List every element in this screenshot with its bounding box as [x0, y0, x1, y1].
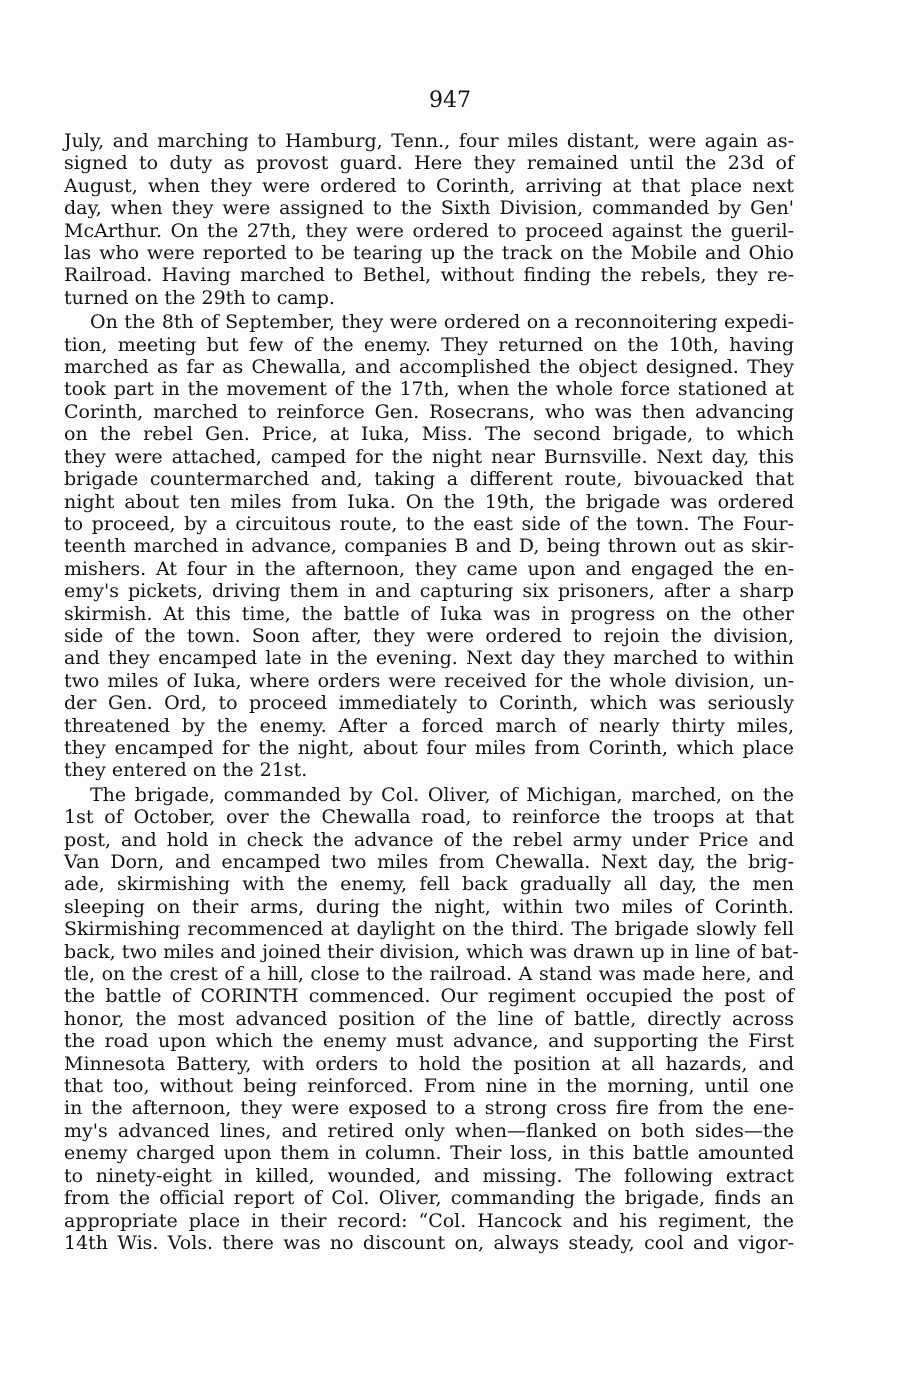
text-line: appropriate place in their record: “Col. Hancock and his regiment, the — [64, 1209, 794, 1232]
text-line: post, and hold in check the advance of the rebel army under Price and — [64, 828, 794, 851]
text-line: enemy charged upon them in column. Their loss, in this battle amounted — [64, 1142, 794, 1165]
paragraph-2 — [64, 311, 794, 782]
text-line: tion, meeting but few of the enemy. They returned on the 10th, having — [64, 333, 794, 356]
text-line: they encamped for the night, about four miles from Corinth, which place — [64, 736, 794, 759]
text-line: mishers. At four in the afternoon, they came upon and engaged the en- — [64, 557, 794, 580]
text-line: they entered on the 21st. — [64, 759, 308, 782]
text-line: to proceed, by a circuitous route, to the east side of the town. The Four- — [64, 512, 794, 535]
text-line: to ninety-eight in killed, wounded, and missing. The following extract — [64, 1164, 794, 1187]
body-text — [64, 130, 799, 1254]
text-line: the road upon which the enemy must advance, and supporting the First — [64, 1030, 794, 1053]
text-line: July, and marching to Hamburg, Tenn., four miles distant, were again as- — [64, 130, 794, 152]
text-line: that too, without being reinforced. From nine in the morning, until one — [64, 1075, 794, 1098]
text-line: night about ten miles from Iuka. On the 19th, the brigade was ordered — [64, 490, 794, 513]
text-line: on the rebel Gen. Price, at Iuka, Miss. The second brigade, to which — [64, 423, 794, 446]
text-line: honor, the most advanced position of the line of battle, directly across — [64, 1007, 794, 1030]
text-line: the battle of CORINTH commenced. Our regiment occupied the post of — [64, 985, 794, 1008]
text-line: teenth marched in advance, companies B and D, being thrown out as skir- — [64, 535, 794, 558]
text-line: side of the town. Soon after, they were ordered to rejoin the division, — [64, 624, 794, 647]
text-line: Railroad. Having marched to Bethel, without finding the rebels, they re- — [64, 264, 794, 287]
text-line: ade, skirmishing with the enemy, fell back gradually all day, the men — [64, 873, 794, 896]
text-line: signed to duty as provost guard. Here they remained until the 23d of — [64, 152, 794, 175]
text-line: marched as far as Chewalla, and accomplished the object designed. They — [64, 356, 794, 379]
text-line: tle, on the crest of a hill, close to the railroad. A stand was made here, and — [64, 963, 794, 986]
text-line: las who were reported to be tearing up the track on the Mobile and Ohio — [64, 242, 794, 265]
text-line: McArthur. On the 27th, they were ordered to proceed against the gueril- — [64, 219, 794, 242]
text-line: skirmish. At this time, the battle of Iuka was in progress on the other — [64, 602, 794, 625]
text-line: Skirmishing recommenced at daylight on the third. The brigade slowly fell — [64, 918, 794, 941]
text-line: August, when they were ordered to Corinth, arriving at that place next — [64, 174, 794, 197]
text-line: der Gen. Ord, to proceed immediately to Corinth, which was seriously — [64, 692, 794, 715]
text-line: threatened by the enemy. After a forced march of nearly thirty miles, — [64, 714, 794, 737]
text-line: brigade countermarched and, taking a different route, bivouacked that — [64, 468, 794, 491]
text-line: in the afternoon, they were exposed to a strong cross fire from the ene- — [64, 1097, 794, 1120]
text-line: they were attached, camped for the night near Burnsville. Next day, this — [64, 445, 794, 468]
text-line: Corinth, marched to reinforce Gen. Rosecrans, who was then advancing — [64, 400, 794, 423]
paragraph-3 — [64, 783, 799, 1255]
text-line: two miles of Iuka, where orders were received for the whole division, un- — [64, 669, 794, 692]
text-line: emy's pickets, driving them in and capturing six prisoners, after a sharp — [64, 580, 794, 603]
text-line: The brigade, commanded by Col. Oliver, of Michigan, marched, on the — [90, 783, 794, 806]
text-line: my's advanced lines, and retired only when—flanked on both sides—the — [64, 1119, 794, 1142]
text-line: sleeping on their arms, during the night, within two miles of Corinth. — [64, 895, 794, 918]
text-line: turned on the 29th to camp. — [64, 286, 335, 309]
text-line: from the official report of Col. Oliver, commanding the brigade, finds an — [64, 1187, 794, 1210]
text-line: 1st of October, over the Chewalla road, to reinforce the troops at that — [64, 806, 794, 829]
text-line: Van Dorn, and encamped two miles from Chewalla. Next day, the brig- — [64, 851, 794, 873]
text-line: 14th Wis. Vols. there was no discount on, always steady, cool and vigor- — [64, 1231, 794, 1254]
text-line: Minnesota Battery, with orders to hold the position at all hazards, and — [64, 1052, 794, 1075]
text-line: back, two miles and joined their division, which was drawn up in line of bat- — [64, 940, 799, 963]
text-line: day, when they were assigned to the Sixth Division, commanded by Gen' — [64, 197, 794, 220]
text-line: and they encamped late in the evening. Next day they marched to within — [64, 647, 794, 670]
paragraph-1 — [64, 130, 794, 309]
page-number: 947 — [429, 88, 471, 113]
text-line: took part in the movement of the 17th, when the whole force stationed at — [64, 378, 794, 401]
text-line: On the 8th of September, they were ordered on a reconnoitering expedi- — [90, 311, 794, 334]
